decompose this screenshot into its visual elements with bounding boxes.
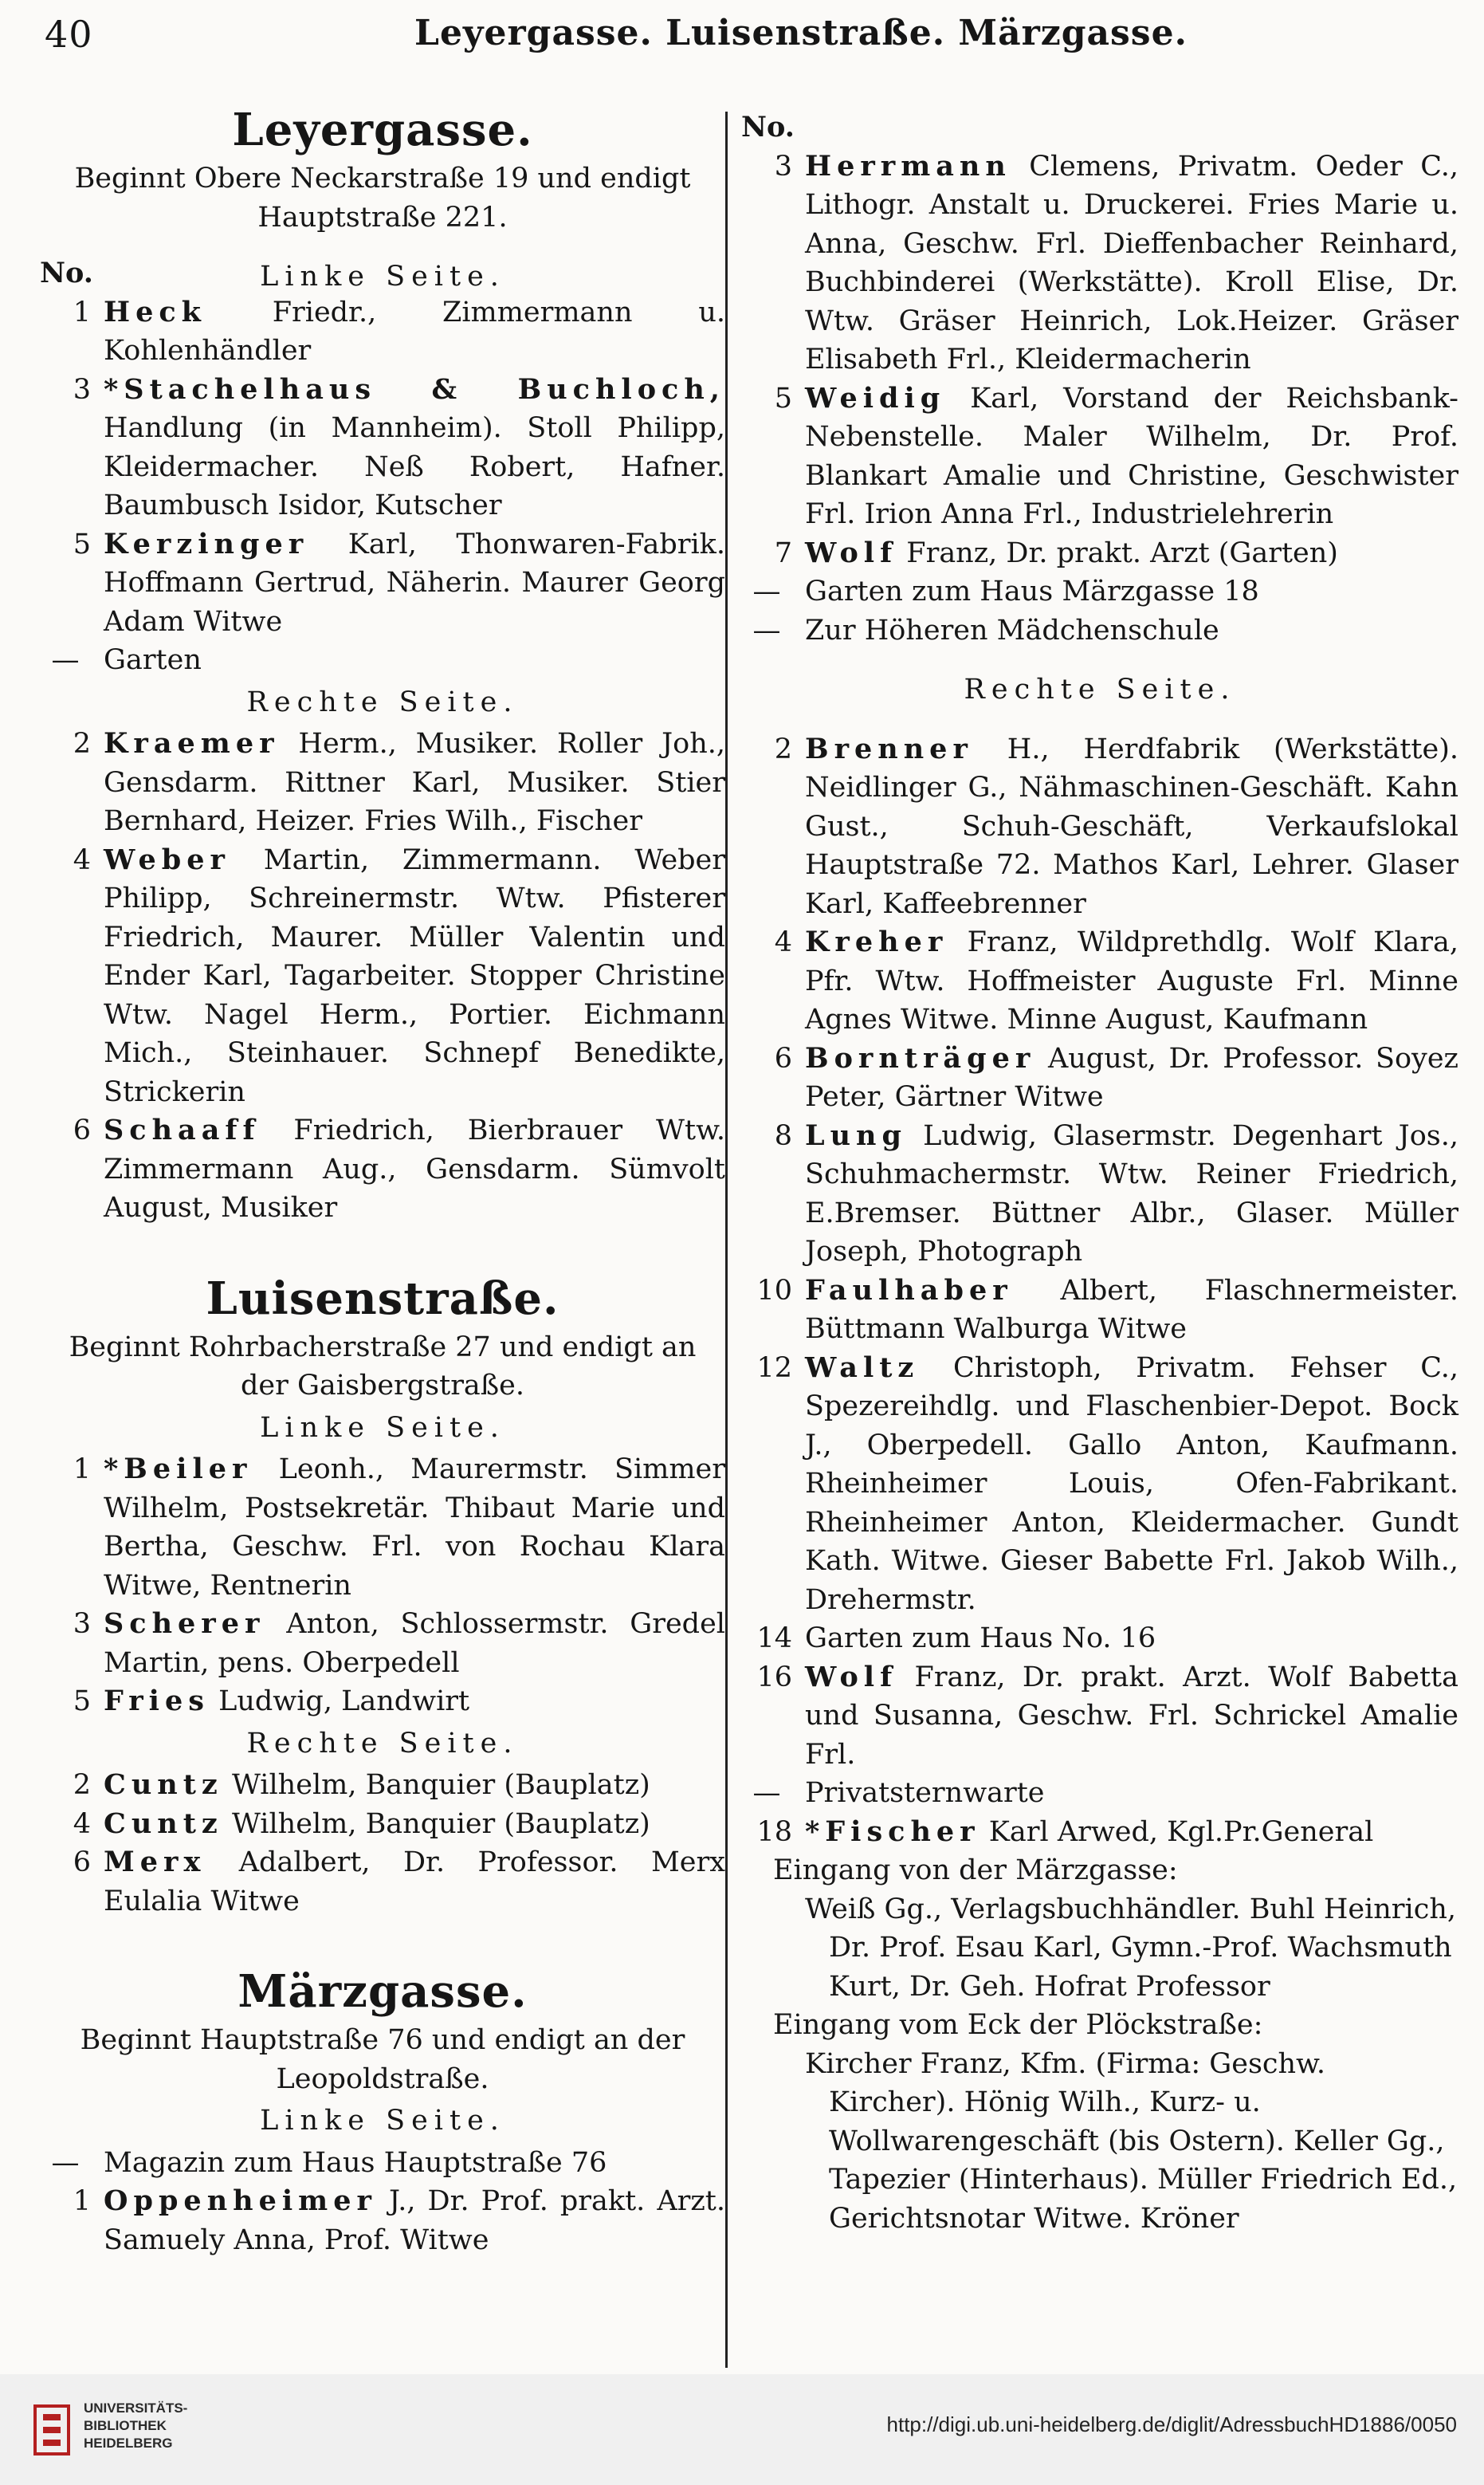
no-label: No.	[40, 257, 93, 289]
list-item: — Zur Höheren Mädchenschule	[752, 614, 1219, 647]
street-note-luisenstrasse: Beginnt Rohrbacherstraße 27 und endigt an der Gaisbergstraße.	[69, 1331, 697, 1402]
list-item: 1 Oppenheimer J., Dr. Prof. prakt. Arzt. Samuely Anna, Prof. Witwe	[73, 2184, 725, 2256]
list-item: 4 Cuntz Wilhelm, Banquier (Bauplatz)	[73, 1807, 650, 1840]
library-logo-icon	[32, 2403, 72, 2457]
list-item: 6 Schaaff Friedrich, Bierbrauer Wtw. Zimmermann Aug., Gensdarm. Sümvolt August, Musiker	[73, 1114, 725, 1224]
entrance-residents: Kircher Franz, Kfm. (Firma: Geschw. Kircher). Hönig Wilh., Kurz- u. Wollwarengeschäft (bis Ostern). Keller Gg., Tapezier (Hinterhaus). Müller Friedrich Ed., Gerichtsnotar Witwe. Kröner	[805, 2047, 1458, 2235]
entrance-label: Eingang von der Märzgasse:	[773, 1854, 1178, 1886]
list-item: 1 *Beiler Leonh., Maurermstr. Simmer Wilhelm, Postsekretär. Thibaut Marie und Bertha, Geschw. Frl. von Rochau Klara Witwe, Rentnerin	[73, 1453, 725, 1602]
street-title-leyergasse: Leyergasse.	[232, 104, 533, 156]
footer-bar	[0, 2374, 1484, 2485]
list-item: 16 Wolf Franz, Dr. prakt. Arzt. Wolf Babetta und Susanna, Geschw. Frl. Schrickel Amalie Frl.	[756, 1660, 1458, 1771]
list-item: 7 Wolf Franz, Dr. prakt. Arzt (Garten)	[774, 536, 1338, 569]
side-heading-linke: Linke Seite.	[260, 261, 505, 293]
list-item: 12 Waltz Christoph, Privatm. Fehser C., Spezereihdlg. und Flaschenbier-Depot. Bock J., Oberpedell. Gallo Anton, Kaufmann. Rheinheimer Louis, Ofen-Fabrikant. Rheinheimer Anton, Kleidermacher. Gundt Kath. Witwe. Gieser Babette Frl. Jakob Wilh., Drehermstr.	[756, 1351, 1458, 1616]
column-divider	[725, 112, 728, 2368]
list-item: 3 Scherer Anton, Schlossermstr. Gredel Martin, pens. Oberpedell	[73, 1607, 725, 1679]
list-item: 5 Fries Ludwig, Landwirt	[73, 1685, 470, 1717]
list-item: 8 Lung Ludwig, Glasermstr. Degenhart Jos., Schuhmachermstr. Wtw. Reiner Friedrich, E.Bremser. Büttner Albr., Glaser. Müller Joseph, Photograph	[774, 1119, 1458, 1268]
library-name: UNIVERSITÄTS- BIBLIOTHEK HEIDELBERG	[84, 2400, 188, 2451]
page-header	[0, 0, 1484, 64]
street-note-leyergasse: Beginnt Obere Neckarstraße 19 und endigt Hauptstraße 221.	[74, 163, 691, 234]
list-item: 10 Faulhaber Albert, Flaschnermeister. Büttmann Walburga Witwe	[756, 1273, 1458, 1345]
source-url-link[interactable]: http://digi.ub.uni-heidelberg.de/diglit/AdressbuchHD1886/0050	[886, 2412, 1457, 2436]
no-label: No.	[741, 111, 795, 144]
list-item: 2 Brenner H., Herdfabrik (Werkstätte). Neidlinger G., Nähmaschinen-Geschäft. Kahn Gust., Schuh-Geschäft, Verkaufslokal Hauptstraße 72. Mathos Karl, Lehrer. Glaser Karl, Kaffeebrenner	[774, 732, 1458, 920]
entries-luisenstrasse-linke	[40, 1450, 725, 1721]
list-item: — Garten	[51, 644, 202, 676]
list-item: 6 Bornträger August, Dr. Professor. Soyez Peter, Gärtner Witwe	[774, 1041, 1458, 1113]
list-item: — Magazin zum Haus Hauptstraße 76	[51, 2146, 607, 2179]
list-item: 18 *Fischer Karl Arwed, Kgl.Pr.General	[756, 1815, 1374, 1848]
page-number: 40	[45, 13, 93, 56]
list-item: 2 Cuntz Wilhelm, Banquier (Bauplatz)	[73, 1768, 650, 1801]
running-title: Leyergasse. Luisenstraße. Märzgasse.	[414, 13, 1188, 53]
list-item: — Garten zum Haus Märzgasse 18	[752, 576, 1259, 607]
list-item: 4 Weber Martin, Zimmermann. Weber Philipp, Schreinermstr. Wtw. Pfisterer Friedrich, Maurer. Müller Valentin und Ender Karl, Tagarbeiter. Stopper Christine Wtw. Nagel Herm., Portier. Eichmann Mich., Steinhauer. Schnepf Benedikte, Strickerin	[73, 843, 725, 1108]
side-heading-rechte: Rechte Seite.	[246, 1727, 519, 1760]
left-column	[40, 96, 725, 2259]
list-item: 4 Kreher Franz, Wildprethdlg. Wolf Klara, Pfr. Wtw. Hoffmeister Auguste Frl. Minne Agnes Witwe. Minne August, Kaufmann	[774, 926, 1458, 1036]
list-item: 3 Herrmann Clemens, Privatm. Oeder C., Lithogr. Anstalt u. Druckerei. Fries Marie u. Anna, Geschw. Frl. Dieffenbacher Reinhard, Buchbinderei (Werkstätte). Kroll Elise, Dr. Wtw. Gräser Heinrich, Lok.Heizer. Gräser Elisabeth Frl., Kleidermacherin	[774, 149, 1458, 376]
list-item: 6 Merx Adalbert, Dr. Professor. Merx Eulalia Witwe	[73, 1846, 725, 1917]
list-item: 5 Kerzinger Karl, Thonwaren-Fabrik. Hoffmann Gertrud, Näherin. Maurer Georg Adam Witwe	[73, 527, 725, 638]
entries-luisenstrasse-rechte	[40, 1766, 725, 1921]
entries-maerzgasse-linke	[40, 2144, 725, 2260]
list-item: 14 Garten zum Haus No. 16	[756, 1622, 1156, 1654]
list-item: 3 *Stachelhaus & Buchloch, Handlung (in Mannheim). Stoll Philipp, Kleidermacher. Neß Robert, Hafner. Baumbusch Isidor, Kutscher	[73, 372, 725, 521]
right-column	[741, 108, 1458, 2238]
entries-maerzgasse-linke-cont	[741, 147, 1458, 651]
list-item: — Privatsternwarte	[752, 1777, 1045, 1809]
entrance-residents: Weiß Gg., Verlagsbuchhändler. Buhl Heinrich, Dr. Prof. Esau Karl, Gymn.-Prof. Wachsmuth Kurt, Dr. Geh. Hofrat Professor	[805, 1893, 1456, 2003]
no-header-row	[40, 254, 725, 293]
street-title-luisenstrasse: Luisenstraße.	[206, 1272, 559, 1325]
side-heading-linke: Linke Seite.	[260, 2105, 505, 2137]
entries-leyergasse-linke	[40, 293, 725, 680]
list-item: 2 Kraemer Herm., Musiker. Roller Joh., Gensdarm. Rittner Karl, Musiker. Stier Bernhard, Heizer. Fries Wilh., Fischer	[73, 727, 725, 837]
list-item: 1 Heck Friedr., Zimmermann u. Kohlenhändler	[73, 295, 725, 367]
list-item: 5 Weidig Karl, Vorstand der Reichsbank-Nebenstelle. Maler Wilhelm, Dr. Prof. Blankart Amalie und Christine, Geschwister Frl. Irion Anna Frl., Industrielehrerin	[774, 381, 1458, 530]
side-heading-rechte: Rechte Seite.	[964, 674, 1236, 706]
side-heading-rechte: Rechte Seite.	[246, 686, 519, 718]
entries-maerzgasse-rechte	[741, 730, 1458, 1852]
entries-leyergasse-rechte	[40, 725, 725, 1228]
street-note-maerzgasse: Beginnt Hauptstraße 76 und endigt an der Leopoldstraße.	[80, 2024, 685, 2095]
street-title-maerzgasse: Märzgasse.	[238, 1965, 528, 2018]
side-heading-linke: Linke Seite.	[260, 1411, 505, 1444]
entrance-label: Eingang vom Eck der Plöckstraße:	[773, 2009, 1263, 2041]
